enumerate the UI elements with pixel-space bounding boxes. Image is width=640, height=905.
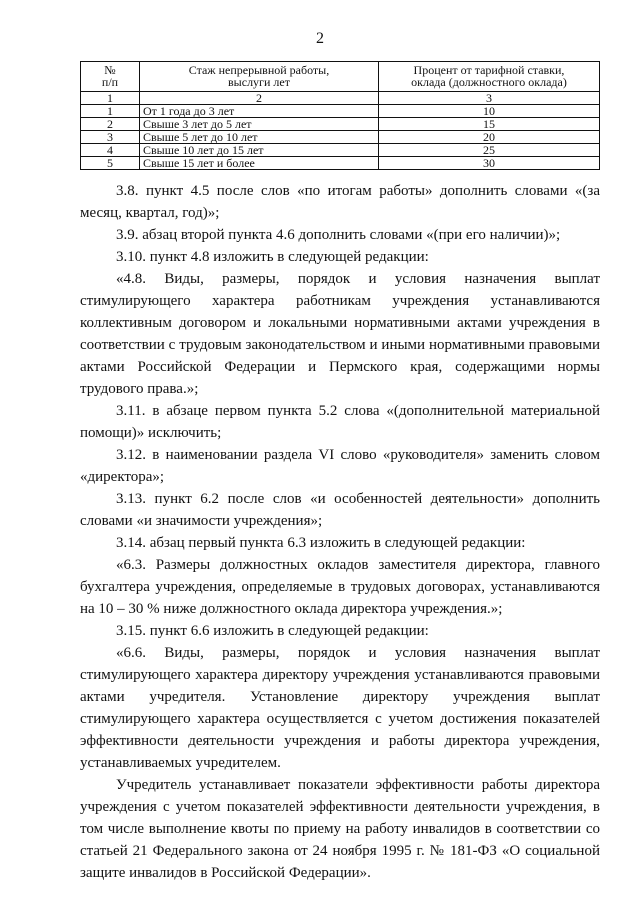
paragraph-3-10: 3.10. пункт 4.8 изложить в следующей редакции: [116,249,429,265]
table-row [81,157,600,170]
header-seniority: Стаж непрерывной работы, выслуги лет [140,62,379,92]
table-cell: 5 [81,157,140,170]
quote-4-8: «4.8. Виды, размеры, порядок и условия назначения выплат стимулирующего характера работникам учреждения устанавливаются коллективным договором и локальными нормативными актами учреждения в соответствии с трудовым законодательством и иными нормативными правовыми актами Российской Федерации и Пермского края, содержащими нормы трудового права.»; [80,271,600,397]
table-cell: 15 [379,118,600,131]
table-row [81,131,600,144]
table-cell: Свыше 3 лет до 5 лет [140,118,379,131]
table-cell: 3 [379,92,600,105]
paragraph-3-12: 3.12. в наименовании раздела VI слово «руководителя» заменить словом «директора»; [80,447,600,485]
table-cell: Свыше 15 лет и более [140,157,379,170]
paragraph-3-8: 3.8. пункт 4.5 после слов «по итогам работы» дополнить словами «(за месяц, квартал, год)»; [80,183,600,221]
paragraph-founder-indicators: Учредитель устанавливает показатели эффективности работы директора учреждения с учетом показателей эффективности деятельности учреждения, в том числе выполнение квоты по приему на работу инвалидов в соответствии со статьей 21 Федерального закона от 24 ноября 1995 г. № 181-ФЗ «О социальной защите инвалидов в Российской Федерации». [80,777,600,881]
paragraph-3-14: 3.14. абзац первый пункта 6.3 изложить в следующей редакции: [116,535,526,551]
table-header-row [81,62,600,92]
table-cell: 4 [81,144,140,157]
paragraph-3-11: 3.11. в абзаце первом пункта 5.2 слова «(дополнительной материальной помощи)» исключить; [80,403,600,441]
table-cell: 1 [81,105,140,118]
paragraph-3-13: 3.13. пункт 6.2 после слов «и особенностей деятельности» дополнить словами «и значимости учреждения»; [80,491,600,529]
quote-6-6: «6.6. Виды, размеры, порядок и условия назначения выплат стимулирующего характера директору учреждения устанавливаются правовыми актами учредителя. Установление директору учреждения выплат стимулирующего характера осуществляется с учетом достижения показателей эффективности деятельности учреждения и работы директора учреждения, устанавливаемых учредителем. [80,645,600,771]
page-number: 2 [316,30,324,47]
table-cell: Свыше 5 лет до 10 лет [140,131,379,144]
table-row [81,118,600,131]
quote-6-3: «6.3. Размеры должностных окладов заместителя директора, главного бухгалтера учреждения, определяемые в трудовых договорах, устанавливаются на 10 – 30 % ниже должностного оклада директора учреждения.»; [80,557,600,617]
table-cell: 30 [379,157,600,170]
document-body [80,180,600,884]
table-index-row [81,92,600,105]
paragraph-3-15: 3.15. пункт 6.6 изложить в следующей редакции: [116,623,429,639]
table-cell: От 1 года до 3 лет [140,105,379,118]
table-cell: 2 [140,92,379,105]
seniority-rates-table [80,61,600,170]
table-cell: 25 [379,144,600,157]
header-percent: Процент от тарифной ставки, оклада (должностного оклада) [379,62,600,92]
table-cell: 1 [81,92,140,105]
table-cell: Свыше 10 лет до 15 лет [140,144,379,157]
header-number: № п/п [81,62,140,92]
table-cell: 20 [379,131,600,144]
table-cell: 2 [81,118,140,131]
paragraph-3-9: 3.9. абзац второй пункта 4.6 дополнить словами «(при его наличии)»; [116,227,561,243]
table-cell: 10 [379,105,600,118]
table-cell: 3 [81,131,140,144]
table-row [81,105,600,118]
table-row [81,144,600,157]
